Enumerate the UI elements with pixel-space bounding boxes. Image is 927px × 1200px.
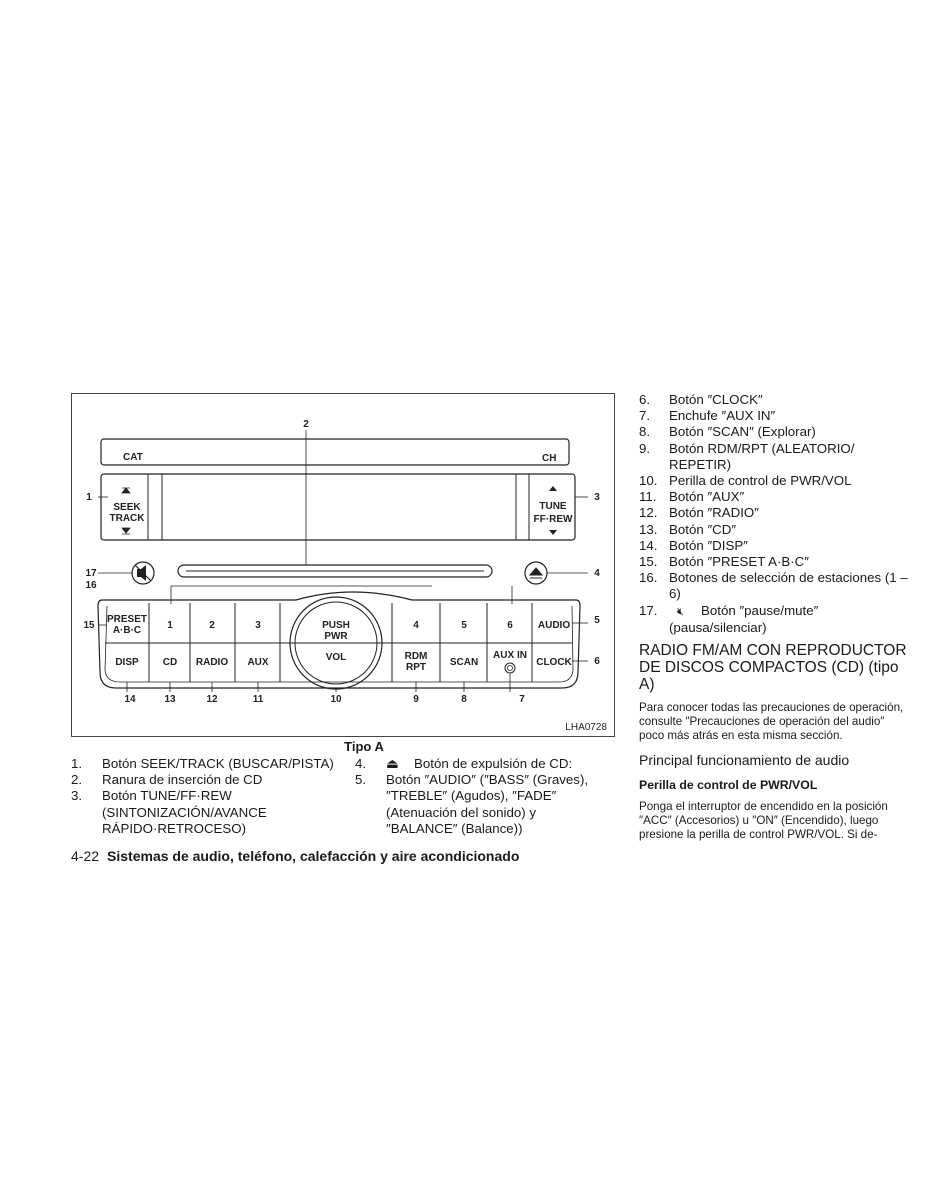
list-item: 17. 🔇︎ Botón ″pause/mute″ (pausa/silenciar)	[639, 602, 819, 635]
list-item: 5. Botón ″AUDIO″ (″BASS″ (Graves), ″TREBLE″ (Agudos), ″FADE″ (Atenuación del sonido) y ″BALANCE″ (Balance))	[355, 772, 589, 836]
station-4-label: 4	[413, 620, 419, 631]
page-footer	[71, 848, 519, 864]
chapter-title: Sistemas de audio, teléfono, calefacción y aire acondicionado	[107, 848, 520, 864]
radio-label: RADIO	[195, 657, 229, 668]
aux-jack-icon	[505, 663, 515, 673]
callout-9: 9	[413, 694, 419, 705]
callout-8: 8	[461, 694, 467, 705]
cd-label: CD	[162, 657, 178, 668]
callout-11: 11	[252, 694, 264, 705]
list-item: 4. ⏏ Botón de expulsión de CD:	[355, 756, 573, 771]
subheading: Principal funcionamiento de audio	[639, 752, 850, 768]
callout-16: 16	[85, 580, 97, 591]
station-5-label: 5	[461, 620, 467, 631]
list-item: 3. Botón TUNE/FF·REW (SINTONIZACIÓN/AVANCE RÁPIDO·RETROCESO)	[71, 788, 267, 836]
callout-7: 7	[519, 694, 525, 705]
seek-label-1: SEEK	[113, 502, 141, 513]
radio-figure	[71, 393, 615, 737]
list-item: 6. Botón ″CLOCK″	[639, 392, 763, 407]
tune-button	[534, 486, 573, 535]
list-item: 14. Botón ″DISP″	[639, 537, 748, 553]
seek-track-button	[110, 488, 146, 534]
seek-label-2: TRACK	[109, 513, 145, 524]
callout-17: 17	[85, 568, 97, 579]
list-item: 10. Perilla de control de PWR/VOL	[639, 473, 852, 489]
legend-list-left	[71, 756, 341, 837]
body-paragraph: Ponga el interruptor de encendido en la posición ″ACC″ (Accesorios) u ″ON″ (Encendido), luego presione la perilla de control PWR/VOL. Si de-	[639, 800, 888, 842]
legend-list-right	[639, 392, 909, 636]
callout-12: 12	[206, 694, 218, 705]
callout-15: 15	[83, 620, 95, 631]
station-6-label: 6	[507, 620, 513, 631]
station-1-label: 1	[167, 620, 173, 631]
intro-paragraph: Para conocer todas las precauciones de operación, consulte ″Precauciones de operación del audio″ poco más atrás en esta misma sección.	[639, 701, 904, 743]
rdm-label-1: RDM	[404, 651, 428, 662]
list-item: 9. Botón RDM/RPT (ALEATORIO/ REPETIR)	[639, 440, 855, 472]
rdm-label-2: RPT	[406, 662, 426, 673]
station-2-label: 2	[209, 620, 215, 631]
callout-13: 13	[164, 694, 176, 705]
list-item: 2. Ranura de inserción de CD	[71, 772, 263, 788]
callout-1: 1	[86, 492, 92, 503]
callout-2: 2	[303, 419, 309, 430]
knob-label-1: PUSH	[322, 620, 350, 631]
bold-heading: Perilla de control de PWR/VOL	[639, 778, 818, 792]
figure-caption: Tipo A	[344, 739, 384, 754]
list-item: 15. Botón ″PRESET A·B·C″	[639, 554, 809, 570]
list-item: 13. Botón ″CD″	[639, 521, 737, 537]
tune-label-2: FF·REW	[533, 514, 573, 525]
callout-6: 6	[594, 656, 600, 667]
mute-icon: 🔇︎	[677, 605, 684, 618]
audio-label: AUDIO	[537, 620, 571, 631]
callout-10: 10	[330, 694, 342, 705]
display-right-label: CH	[542, 453, 557, 464]
preset-label-2: A·B·C	[112, 625, 142, 636]
preset-label-1: PRESET	[106, 614, 148, 625]
auxin-label: AUX IN	[493, 650, 527, 661]
list-item: 8. Botón ″SCAN″ (Explorar)	[639, 424, 816, 440]
legend-list-middle	[355, 756, 595, 837]
aux-label: AUX	[247, 657, 269, 668]
eject-button	[525, 562, 547, 584]
section-title: RADIO FM/AM CON REPRODUCTOR DE DISCOS COMPACTOS (CD) (tipo A)	[639, 642, 907, 693]
list-item: 16. Botones de selección de estaciones (1 – 6)	[639, 570, 908, 602]
scan-label: SCAN	[449, 657, 479, 668]
tune-label-1: TUNE	[539, 501, 567, 512]
list-item: 12. Botón ″RADIO″	[639, 505, 759, 521]
callout-5: 5	[594, 615, 600, 626]
vol-label: VOL	[325, 652, 347, 663]
list-item: 11. Botón ″AUX″	[639, 489, 745, 505]
main-display	[101, 474, 575, 540]
mute-button	[132, 562, 154, 584]
display-panel	[101, 439, 569, 465]
list-item: 7. Enchufe ″AUX IN″	[639, 408, 776, 424]
callout-4: 4	[594, 568, 600, 579]
callout-14: 14	[124, 694, 136, 705]
display-left-label: CAT	[123, 452, 143, 463]
list-item: 1. Botón SEEK/TRACK (BUSCAR/PISTA)	[71, 756, 334, 771]
callout-3: 3	[594, 492, 600, 503]
station-3-label: 3	[255, 620, 261, 631]
eject-icon: ⏏	[386, 756, 399, 771]
page-number: 4-22	[71, 848, 100, 864]
knob-label-2: PWR	[324, 631, 348, 642]
disp-label: DISP	[115, 657, 139, 668]
radio-diagram	[72, 394, 616, 738]
clock-label: CLOCK	[536, 657, 572, 668]
figure-code: LHA0728	[565, 722, 607, 733]
